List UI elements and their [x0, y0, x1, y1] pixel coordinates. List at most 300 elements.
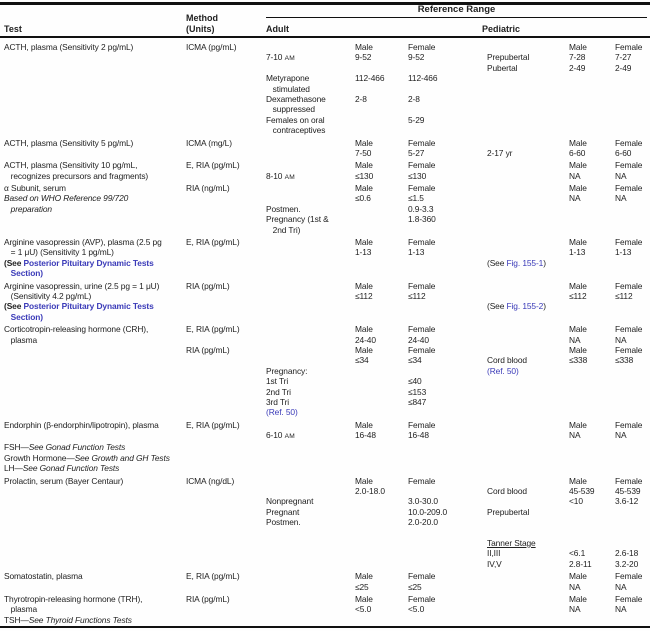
cell-adult-condition: Postmen. — [266, 203, 301, 214]
cell-adult-condition — [266, 615, 355, 625]
cell-adult-male: 9-52 — [355, 52, 372, 63]
cell-pediatric-female: 6-60 — [615, 147, 632, 158]
text-segment: (See — [4, 301, 24, 312]
table-row — [0, 42, 650, 52]
cross-reference-link[interactable]: Section) — [4, 268, 43, 279]
cell-pediatric-condition: II,III — [487, 548, 501, 559]
cell-pediatric-condition — [487, 496, 569, 506]
cell-adult-male: ≤0.6 — [355, 193, 371, 204]
cell-adult-condition: Nonpregnant — [266, 496, 314, 507]
cell-adult-female: ≤40 — [408, 376, 422, 387]
cell-pediatric-female — [615, 84, 650, 94]
cell-adult-male — [355, 496, 408, 506]
test-row-group — [0, 571, 650, 592]
cell-pediatric-female — [615, 73, 650, 83]
cell-pediatric-condition — [487, 214, 569, 224]
cell-pediatric-male — [569, 312, 615, 322]
cell-test: Arginine vasopressin, urine (2.5 pg = 1 μU) — [4, 280, 160, 291]
cell-adult-condition — [266, 324, 355, 334]
cell-method — [186, 258, 266, 268]
cell-pediatric-female: Female — [615, 593, 643, 604]
table-row — [0, 355, 650, 365]
cell-pediatric-condition — [487, 324, 569, 334]
cell-pediatric-condition: Pubertal — [487, 62, 518, 73]
cell-adult-female — [408, 268, 487, 278]
test-row-group — [0, 237, 650, 279]
cell-method — [186, 387, 266, 397]
cell-adult-male — [355, 125, 408, 135]
cell-adult-male — [355, 538, 408, 548]
column-header-method — [186, 13, 218, 34]
cell-pediatric-female — [615, 507, 650, 517]
test-row-group — [0, 594, 650, 625]
cell-adult-male — [355, 366, 408, 376]
cell-pediatric-female: NA — [615, 581, 627, 592]
cell-adult-condition — [266, 281, 355, 291]
cell-method: E, RIA (pg/mL) — [186, 419, 240, 430]
test-row-group — [0, 160, 650, 181]
cell-pediatric-male — [569, 538, 615, 548]
cell-adult-female: ≤34 — [408, 355, 422, 366]
test-row-group — [0, 476, 650, 570]
cell-pediatric-male: 6-60 — [569, 147, 586, 158]
cell-adult-condition — [266, 476, 355, 486]
cross-reference-link[interactable]: (Ref. 50) — [266, 407, 298, 418]
cell-pediatric-condition — [487, 171, 569, 181]
cell-adult-condition — [266, 237, 355, 247]
cell-method: E, RIA (pg/mL) — [186, 237, 240, 248]
table-row — [0, 183, 650, 193]
cell-test — [4, 559, 186, 569]
cross-reference-link[interactable]: (Ref. 50) — [487, 365, 519, 376]
cell-pediatric-female: Female — [615, 42, 643, 52]
table-row — [0, 84, 650, 94]
cell-pediatric-female: 7-27 — [615, 52, 632, 63]
cell-method — [186, 407, 266, 417]
cell-method — [186, 214, 266, 224]
cell-pediatric-condition: Cord blood — [487, 486, 527, 497]
cell-pediatric-female: Female — [615, 344, 643, 355]
cell-method — [186, 193, 266, 203]
cross-reference-link[interactable]: Fig. 155-2 — [506, 301, 544, 312]
cell-pediatric-male — [569, 453, 615, 463]
cell-pediatric-condition — [487, 420, 569, 430]
cell-pediatric-condition — [487, 430, 569, 440]
cell-adult-male: 112-466 — [355, 73, 385, 84]
table-row — [0, 528, 650, 538]
method-label-line2: (Units) — [186, 23, 215, 34]
cell-adult-female: Female — [408, 324, 436, 335]
table-row — [0, 52, 650, 62]
table-row — [0, 312, 650, 322]
table-row — [0, 582, 650, 592]
cross-reference-link[interactable]: Fig. 155-1 — [506, 257, 544, 268]
table-row — [0, 453, 650, 463]
bottom-rule — [0, 626, 650, 628]
cell-adult-condition: Pregnant — [266, 506, 300, 517]
cell-pediatric-female: 2-49 — [615, 62, 632, 73]
text-segment: Growth Hormone— — [4, 452, 75, 463]
cell-pediatric-condition — [487, 528, 569, 538]
cell-method — [186, 335, 266, 345]
cell-pediatric-male — [569, 615, 615, 625]
cell-adult-female: 5-27 — [408, 147, 425, 158]
cell-method — [186, 148, 266, 158]
cell-test — [4, 442, 186, 452]
column-header-test: Test — [4, 24, 22, 34]
cell-pediatric-male — [569, 84, 615, 94]
text-segment: Based on WHO Reference 99/720 — [4, 193, 129, 204]
cell-test — [4, 407, 186, 417]
cell-adult-condition — [266, 148, 355, 158]
cell-adult-male — [355, 442, 408, 452]
cell-pediatric-female: Female — [615, 280, 643, 291]
cell-method: E, RIA (pg/mL) — [186, 160, 240, 171]
table-row — [0, 214, 650, 224]
cell-adult-male: Male — [355, 237, 373, 248]
cell-adult-male — [355, 301, 408, 311]
cell-pediatric-female: NA — [615, 334, 627, 345]
cell-method — [186, 312, 266, 322]
cell-adult-male: Male — [355, 280, 373, 291]
table-row — [0, 268, 650, 278]
cell-pediatric-male: ≤112 — [569, 290, 587, 301]
cell-adult-female: Female — [408, 280, 436, 291]
cell-pediatric-condition — [487, 301, 569, 311]
cell-method — [186, 94, 266, 104]
cell-pediatric-female — [615, 268, 650, 278]
cell-adult-male: Male — [355, 183, 373, 194]
cell-method — [186, 496, 266, 506]
cell-pediatric-female: Female — [615, 160, 643, 171]
cell-method — [186, 171, 266, 181]
cell-adult-male — [355, 615, 408, 625]
cell-pediatric-female — [615, 115, 650, 125]
cell-pediatric-male: 7-28 — [569, 52, 586, 63]
cell-test — [4, 52, 186, 62]
cell-adult-condition — [266, 335, 355, 345]
cell-pediatric-male — [569, 507, 615, 517]
cell-test — [4, 115, 186, 125]
table-row — [0, 604, 650, 614]
cell-adult-female — [408, 407, 487, 417]
text-segment: TSH— — [4, 614, 29, 625]
table-row — [0, 204, 650, 214]
table-row — [0, 281, 650, 291]
cell-adult-condition: Metyrapone — [266, 73, 310, 84]
cross-reference-link[interactable]: Section) — [4, 311, 43, 322]
text-segment: AM — [284, 433, 295, 441]
text-segment: preparation — [4, 203, 52, 214]
cross-reference-link[interactable]: Posterior Pituitary Dynamic Tests — [23, 301, 154, 312]
cell-pediatric-condition: Prepubertal — [487, 52, 530, 63]
cell-adult-male: Male — [355, 344, 373, 355]
table-row — [0, 615, 650, 625]
cell-adult-female — [408, 225, 487, 235]
cell-test — [4, 463, 186, 473]
cell-adult-male — [355, 376, 408, 386]
cell-test — [4, 268, 186, 278]
cell-pediatric-male: NA — [569, 334, 581, 345]
table-row — [0, 225, 650, 235]
cell-test — [4, 366, 186, 376]
cell-pediatric-condition — [487, 463, 569, 473]
cell-pediatric-female — [615, 376, 650, 386]
cell-test — [4, 125, 186, 135]
cell-method — [186, 442, 266, 452]
text-segment: AM — [284, 55, 295, 63]
cell-adult-female: Female — [408, 237, 436, 248]
cell-adult-female — [408, 125, 487, 135]
cell-method — [186, 225, 266, 235]
cell-pediatric-female — [615, 453, 650, 463]
cell-test — [4, 507, 186, 517]
cell-adult-condition: 2nd Tri) — [266, 224, 301, 235]
cell-adult-female — [408, 442, 487, 452]
table-row — [0, 345, 650, 355]
cell-pediatric-male — [569, 225, 615, 235]
text-segment: 7-10 — [266, 52, 285, 63]
cell-method: RIA (ng/mL) — [186, 183, 230, 194]
cell-method: RIA (pg/mL) — [186, 593, 230, 604]
cell-pediatric-male — [569, 125, 615, 135]
cell-adult-female: ≤25 — [408, 581, 422, 592]
cell-method — [186, 204, 266, 214]
cell-test: ACTH, plasma (Sensitivity 5 pg/mL) — [4, 137, 134, 148]
cell-pediatric-male: ≤338 — [569, 355, 588, 366]
cell-adult-female — [408, 366, 487, 376]
table-row — [0, 125, 650, 135]
cell-pediatric-male — [569, 301, 615, 311]
cell-test — [4, 528, 186, 538]
cell-adult-female: Female — [408, 571, 436, 582]
cell-adult-male — [355, 528, 408, 538]
cell-pediatric-male: Male — [569, 42, 587, 52]
cell-pediatric-female: Female — [615, 183, 643, 194]
cell-method — [186, 376, 266, 386]
cell-pediatric-female — [615, 517, 650, 527]
cell-adult-male — [355, 548, 408, 558]
cell-pediatric-female — [615, 312, 650, 322]
cell-adult-male: 1-13 — [355, 247, 372, 258]
cell-adult-condition: 2nd Tri — [266, 386, 291, 397]
cell-method — [186, 366, 266, 376]
cell-test — [4, 193, 186, 203]
cell-pediatric-female: NA — [615, 170, 627, 181]
cell-adult-female — [408, 486, 487, 496]
table-row — [0, 258, 650, 268]
cell-pediatric-female — [615, 204, 650, 214]
cell-adult-female: Female — [408, 419, 436, 430]
cell-pediatric-condition — [487, 291, 569, 301]
cell-adult-condition: contraceptives — [266, 125, 326, 136]
cell-test — [4, 453, 186, 463]
cell-test — [4, 387, 186, 397]
cell-test — [4, 496, 186, 506]
cell-pediatric-female — [615, 94, 650, 104]
cell-adult-condition: Pregnancy (1st & — [266, 214, 329, 225]
cross-reference-link[interactable]: Posterior Pituitary Dynamic Tests — [23, 257, 154, 268]
cell-adult-female: Female — [408, 137, 436, 148]
table-row — [0, 594, 650, 604]
cell-test: α Subunit, serum — [4, 183, 66, 194]
text-segment: See Gonad Function Tests — [22, 463, 120, 474]
cell-adult-condition — [266, 420, 355, 430]
cell-test: Corticotropin-releasing hormone (CRH), — [4, 324, 149, 335]
cell-adult-male — [355, 507, 408, 517]
cell-adult-male: 2.0-18.0 — [355, 486, 385, 497]
cell-method — [186, 548, 266, 558]
cell-pediatric-condition — [487, 94, 569, 104]
cell-pediatric-female — [615, 301, 650, 311]
cell-method — [186, 291, 266, 301]
text-segment: 8-10 — [266, 170, 285, 181]
cell-pediatric-male: <10 — [569, 496, 583, 507]
text-segment: AM — [284, 173, 295, 181]
cell-pediatric-condition — [487, 571, 569, 581]
table-row — [0, 115, 650, 125]
cell-test: Prolactin, serum (Bayer Centaur) — [4, 475, 124, 486]
text-segment: LH— — [4, 463, 23, 474]
table-row — [0, 420, 650, 430]
cell-pediatric-male — [569, 115, 615, 125]
cell-pediatric-male — [569, 517, 615, 527]
text-segment: Tanner Stage — [487, 537, 536, 548]
table-row — [0, 94, 650, 104]
cell-pediatric-condition — [487, 247, 569, 257]
cell-test — [4, 615, 186, 625]
cell-pediatric-female — [615, 407, 650, 417]
table-row — [0, 407, 650, 417]
cell-adult-female: ≤847 — [408, 396, 427, 407]
cell-pediatric-condition — [487, 225, 569, 235]
cell-adult-male: <5.0 — [355, 604, 372, 615]
cell-adult-male — [355, 63, 408, 73]
text-segment: (See — [4, 257, 24, 268]
cell-pediatric-male: NA — [569, 581, 581, 592]
cell-adult-condition — [266, 559, 355, 569]
cell-pediatric-male — [569, 397, 615, 407]
table-row — [0, 366, 650, 376]
cell-pediatric-male: NA — [569, 430, 581, 441]
cell-test: plasma — [4, 334, 38, 345]
cell-adult-condition — [266, 571, 355, 581]
cell-test — [4, 225, 186, 235]
cell-pediatric-male — [569, 442, 615, 452]
cell-adult-male: Male — [355, 593, 373, 604]
cell-test: = 1 μU) (Sensitivity 1 pg/mL) — [4, 247, 114, 258]
cell-pediatric-male: Male — [569, 475, 587, 486]
text-segment: ) — [543, 257, 546, 268]
cell-pediatric-condition — [487, 125, 569, 135]
cell-pediatric-male: NA — [569, 604, 581, 615]
cell-adult-condition — [266, 171, 355, 181]
cell-test — [4, 104, 186, 114]
cell-pediatric-male: 1-13 — [569, 247, 586, 258]
cell-adult-condition — [266, 42, 355, 52]
cell-method: ICMA (pg/mL) — [186, 42, 237, 52]
cell-adult-condition: Postmen. — [266, 517, 301, 528]
cell-adult-condition — [266, 538, 355, 548]
cell-pediatric-male — [569, 204, 615, 214]
cell-pediatric-condition — [487, 442, 569, 452]
cell-adult-female: 3.0-30.0 — [408, 496, 438, 507]
reference-range-label: Reference Range — [417, 4, 496, 15]
table-row — [0, 442, 650, 452]
cell-adult-female — [408, 463, 487, 473]
cell-pediatric-female — [615, 214, 650, 224]
cell-pediatric-condition — [487, 138, 569, 148]
cell-pediatric-female: 1-13 — [615, 247, 632, 258]
cell-adult-female: Female — [408, 183, 436, 194]
text-segment: FSH— — [4, 442, 29, 453]
cell-pediatric-male — [569, 73, 615, 83]
cell-test — [4, 397, 186, 407]
cell-adult-male — [355, 115, 408, 125]
cell-adult-condition — [266, 345, 355, 355]
cell-test: Arginine vasopressin (AVP), plasma (2.5 pg — [4, 237, 162, 248]
cell-pediatric-male: <6.1 — [569, 548, 586, 559]
cell-pediatric-male: Male — [569, 237, 587, 248]
cell-method — [186, 430, 266, 440]
cell-adult-male: Male — [355, 42, 373, 52]
cell-method: ICMA (ng/dL) — [186, 475, 235, 486]
cell-pediatric-condition — [487, 538, 569, 548]
cell-pediatric-male: 45-539 — [569, 486, 595, 497]
cell-adult-male: Male — [355, 324, 373, 335]
cell-adult-female — [408, 84, 487, 94]
table-header — [0, 4, 650, 36]
cell-test — [4, 538, 186, 548]
cell-pediatric-male: NA — [569, 170, 581, 181]
cell-adult-condition: suppressed — [266, 104, 315, 115]
cell-adult-male — [355, 225, 408, 235]
cell-adult-condition — [266, 138, 355, 148]
cell-adult-female: 2.0-20.0 — [408, 517, 438, 528]
cell-adult-female: Female — [408, 42, 436, 52]
cell-pediatric-female: ≤338 — [615, 355, 634, 366]
cell-adult-female — [408, 312, 487, 322]
cell-test — [4, 94, 186, 104]
cell-test: Endorphin (β-endorphin/lipotropin), plasma — [4, 419, 159, 430]
cell-adult-condition — [266, 301, 355, 311]
cell-test — [4, 517, 186, 527]
cell-adult-condition: 3rd Tri — [266, 396, 290, 407]
test-row-group — [0, 281, 650, 323]
cell-pediatric-male: Male — [569, 160, 587, 171]
cell-method — [186, 247, 266, 257]
cell-method — [186, 52, 266, 62]
cell-adult-condition — [266, 486, 355, 496]
table-row — [0, 73, 650, 83]
cell-pediatric-male — [569, 387, 615, 397]
cell-adult-condition — [266, 430, 355, 440]
cell-pediatric-condition — [487, 42, 569, 52]
cell-method — [186, 63, 266, 73]
text-segment: 6-10 — [266, 430, 285, 441]
cell-adult-male — [355, 312, 408, 322]
cell-adult-female: 5-29 — [408, 114, 425, 125]
cell-pediatric-female: Female — [615, 571, 643, 582]
cell-pediatric-condition — [487, 281, 569, 291]
cell-adult-male: Male — [355, 160, 373, 171]
cell-pediatric-female — [615, 442, 650, 452]
cell-adult-female: ≤130 — [408, 170, 427, 181]
cell-pediatric-female: 3.6-12 — [615, 496, 639, 507]
cell-method — [186, 604, 266, 614]
cell-test — [4, 214, 186, 224]
cell-pediatric-male — [569, 268, 615, 278]
